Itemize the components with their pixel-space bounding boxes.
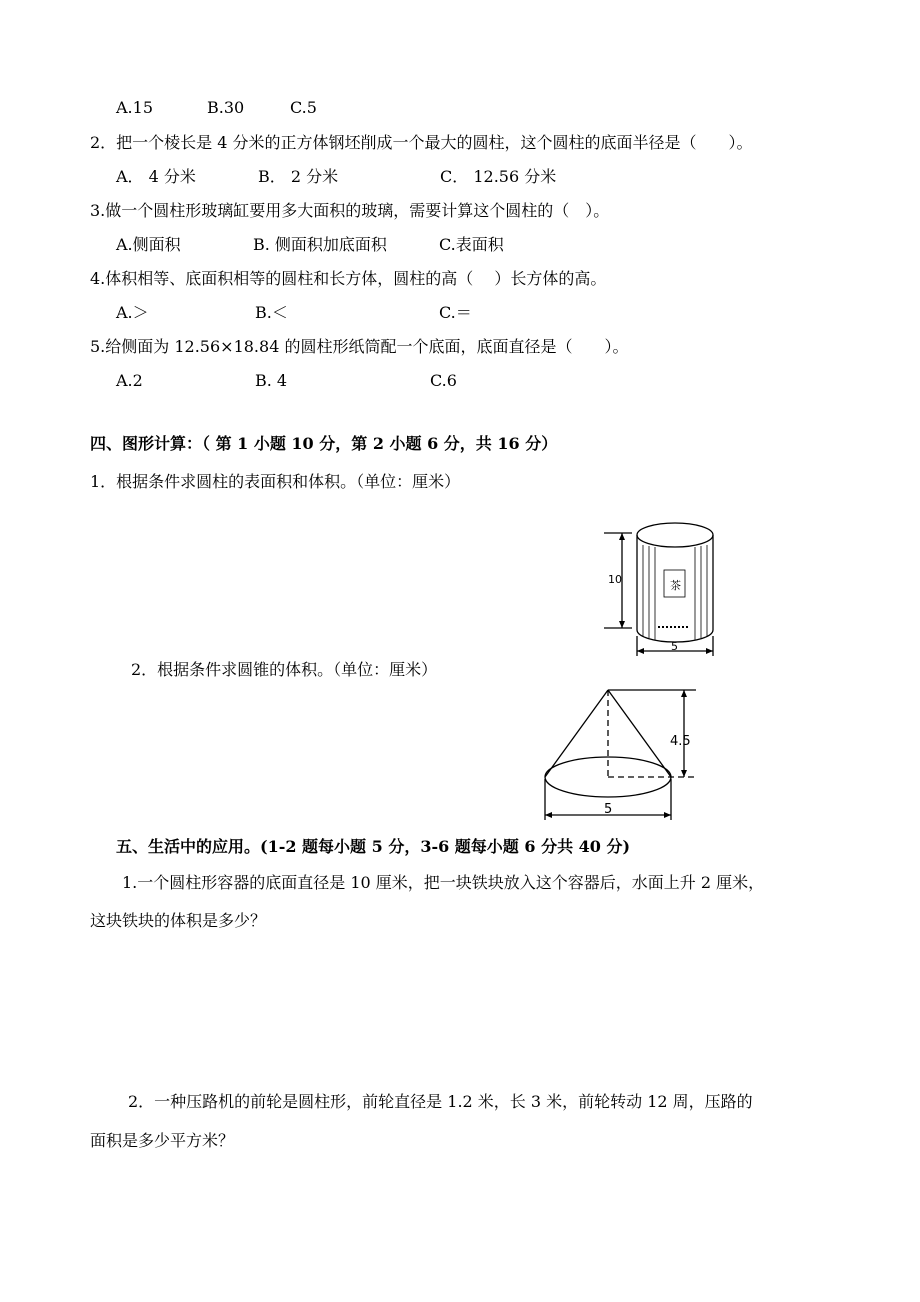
question-3: 3.做一个圆柱形玻璃缸要用多大面积的玻璃，需要计算这个圆柱的（ ）。 bbox=[90, 201, 610, 220]
q1-option-a: A.15 bbox=[116, 98, 153, 117]
q5-option-a: A.2 bbox=[116, 371, 143, 390]
question-5: 5.给侧面为 12.56×18.84 的圆柱形纸筒配一个底面，底面直径是（ ）。 bbox=[90, 337, 629, 356]
cone-figure bbox=[540, 680, 705, 825]
section-5-q1-line1: 1.一个圆柱形容器的底面直径是 10 厘米，把一块铁块放入这个容器后，水面上升 2 厘米， bbox=[122, 873, 765, 892]
q4-option-b: B.＜ bbox=[255, 303, 288, 322]
section-5-q2-line1: 2．一种压路机的前轮是圆柱形，前轮直径是 1.2 米，长 3 米，前轮转动 12 周，压路的 bbox=[128, 1092, 753, 1111]
q2-option-c: C． 12.56 分米 bbox=[440, 167, 557, 186]
section-5-heading: 五、生活中的应用。(1-2 题每小题 5 分，3-6 题每小题 6 分共 40 分) bbox=[116, 837, 631, 856]
section-4-problem-2: 2．根据条件求圆锥的体积。（单位：厘米） bbox=[131, 660, 438, 679]
q1-option-b: B.30 bbox=[207, 98, 245, 117]
cone-diameter-label: 5 bbox=[604, 802, 613, 817]
section-4-problem-1: 1．根据条件求圆柱的表面积和体积。（单位：厘米） bbox=[90, 472, 461, 491]
q1-option-c: C.5 bbox=[290, 98, 317, 117]
cylinder-figure bbox=[600, 515, 720, 660]
cone-height-label: 4.5 bbox=[670, 734, 691, 749]
cylinder-can-text: 茶 bbox=[670, 579, 681, 592]
q3-option-a: A.侧面积 bbox=[116, 235, 181, 254]
q4-option-c: C.＝ bbox=[439, 303, 472, 322]
section-5-q2-line2: 面积是多少平方米？ bbox=[90, 1131, 235, 1150]
q3-option-c: C.表面积 bbox=[439, 235, 504, 254]
question-4: 4.体积相等、底面积相等的圆柱和长方体，圆柱的高（ ）长方体的高。 bbox=[90, 269, 607, 288]
q2-option-b: B． 2 分米 bbox=[258, 167, 339, 186]
q3-option-b: B. 侧面积加底面积 bbox=[253, 235, 387, 254]
q5-option-c: C.6 bbox=[430, 371, 457, 390]
q5-option-b: B. 4 bbox=[255, 371, 288, 390]
section-5-q1-line2: 这块铁块的体积是多少？ bbox=[90, 911, 267, 930]
q2-option-a: A． 4 分米 bbox=[116, 167, 196, 186]
cylinder-height-label: 10 bbox=[608, 573, 622, 586]
cylinder-diameter-label: 5 bbox=[671, 640, 678, 653]
q4-option-a: A.＞ bbox=[116, 303, 149, 322]
question-2: 2．把一个棱长是 4 分米的正方体钢坯削成一个最大的圆柱，这个圆柱的底面半径是（ ）。 bbox=[90, 133, 753, 152]
section-4-heading: 四、图形计算：（ 第 1 小题 10 分，第 2 小题 6 分，共 16 分） bbox=[90, 434, 558, 453]
